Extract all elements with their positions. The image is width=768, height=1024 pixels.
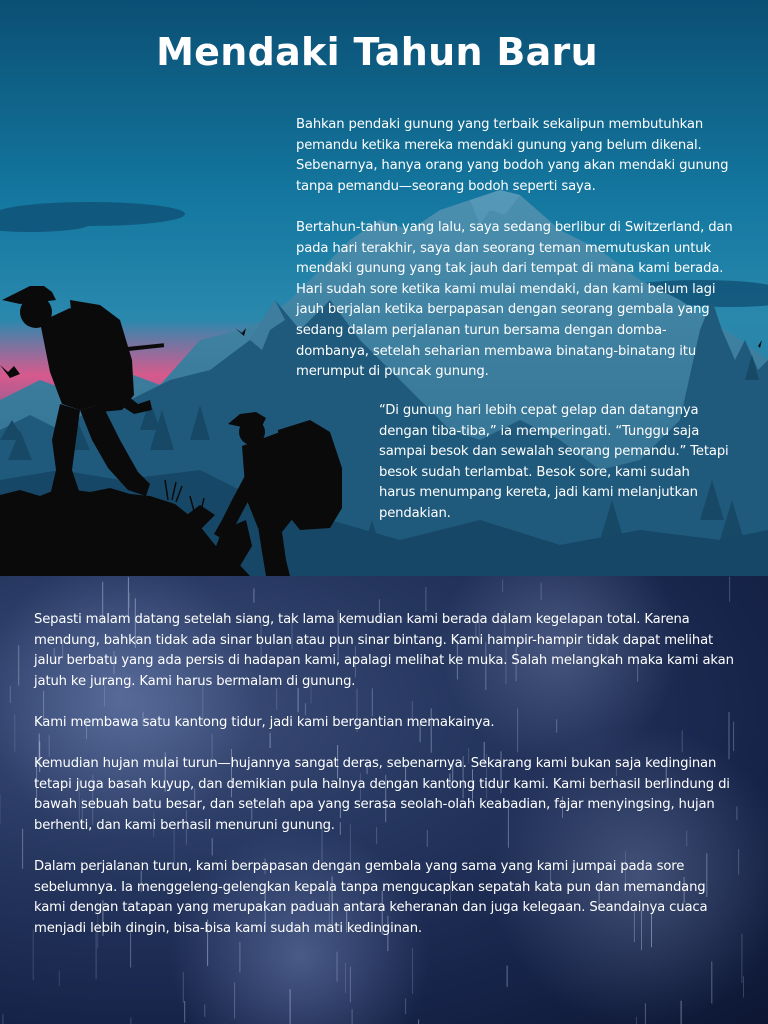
page-title: Mendaki Tahun Baru	[156, 30, 598, 74]
body-paragraph: Dalam perjalanan turun, kami berpapasan dengan gembala yang sama yang kami jumpai pada sore sebelumnya. Ia menggeleng-gelengkan kepala tanpa mengucapkan sepatah kata pun dan memandang kami dengan tatapan yang merupakan paduan antara keheranan dan juga kelegaan. Seandainya cuaca menjadi lebih dingin, bisa-bisa kami sudah mati kedinginan.	[34, 859, 708, 936]
body-text	[34, 610, 734, 960]
intro-paragraph: Bahkan pendaki gunung yang terbaik sekalipun membutuhkan pemandu ketika mereka mendaki gunung yang belum dikenal. Sebenarnya, hanya orang yang bodoh yang akan mendaki gunung tanpa pemandu—seorang bodoh seperti saya.	[296, 117, 729, 194]
intro-paragraph: Bertahun-tahun yang lalu, saya sedang berlibur di Switzerland, dan pada hari terakhir, saya dan seorang teman memutuskan untuk mendaki gunung yang tak jauh dari tempat di mana kami berada. Hari sudah sore ketika kami mulai mendaki, dan kami belum lagi jauh berjalan ketika berpapasan dengan seorang gembala yang sedang dalam perjalanan turun bersama dengan domba-dombanya, setelah seharian membawa binatang-binatang itu merumput di puncak gunung.	[296, 219, 733, 380]
rain-section	[0, 576, 768, 1024]
quote-paragraph: “Di gunung hari lebih cepat gelap dan datangnya dengan tiba-tiba,” ia memperingati. “Tunggu saja sampai besok dan sewalah seorang pemandu.” Tetapi besok sudah terlambat. Besok sore, kami sudah harus menumpang kereta, jadi kami melanjutkan pendakian.	[379, 403, 729, 521]
body-paragraph: Kami membawa satu kantong tidur, jadi kami bergantian memakainya.	[34, 714, 495, 730]
body-paragraph: Kemudian hujan mulai turun—hujannya sangat deras, sebenarnya. Sekarang kami bukan saja kedinginan tetapi juga basah kuyup, dan demikian pula halnya dengan kantong tidur kami. Kami berhasil berlindung di bawah sebuah batu besar, dan setelah apa yang serasa seolah-olah keabadian, fajar menyingsing, hujan berhenti, dan kami berhasil menuruni gunung.	[34, 756, 730, 833]
body-paragraph: Sepasti malam datang setelah siang, tak lama kemudian kami berada dalam kegelapan total. Karena mendung, bahkan tidak ada sinar bulan atau pun sinar bintang. Kami hampir-hampir tidak dapat melihat jalur berbatu yang ada persis di hadapan kami, apalagi melihat ke muka. Salah melangkah maka kami akan jatuh ke jurang. Kami harus bermalam di gunung.	[34, 612, 734, 689]
intro-text	[296, 115, 738, 403]
